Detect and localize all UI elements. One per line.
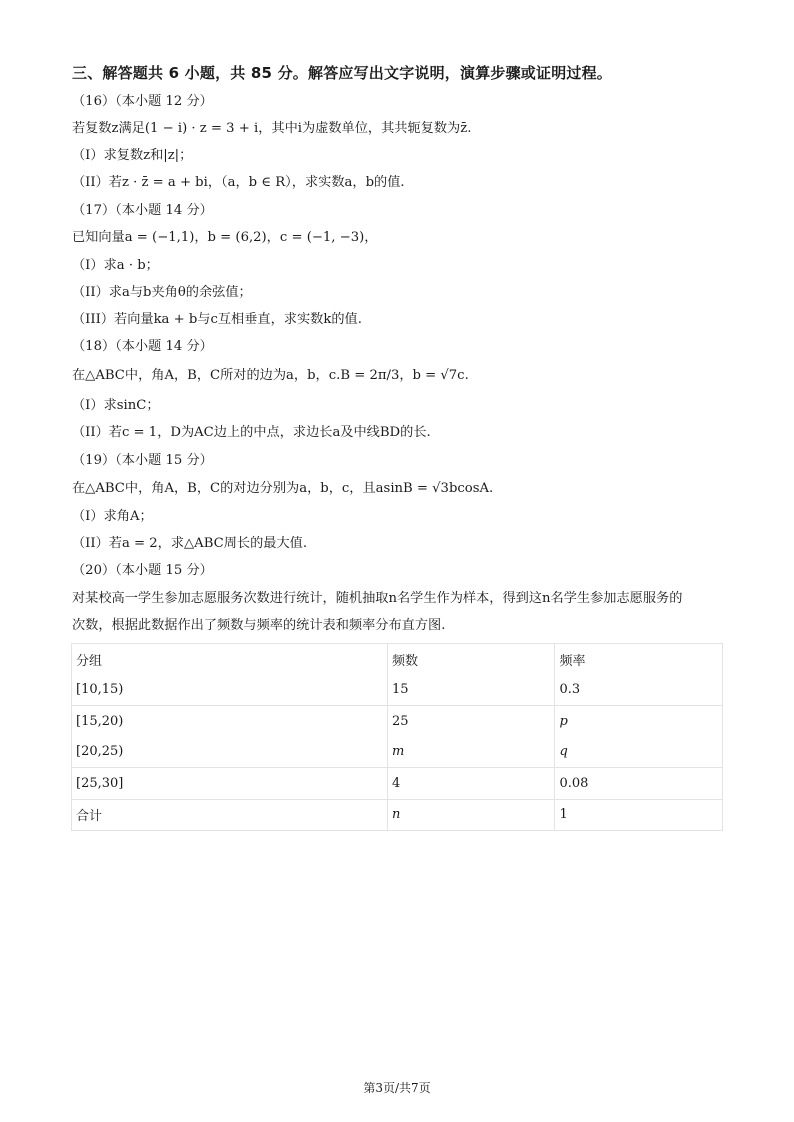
table-row xyxy=(72,737,723,768)
table-row xyxy=(72,768,723,800)
problem-17-part-2: （II）求a与b夹角θ的余弦值； xyxy=(72,285,252,300)
problem-16-title: （16）（本小题 12 分） xyxy=(72,94,213,109)
page-footer: 第3页/共7页 xyxy=(363,1081,431,1095)
frequency-table xyxy=(71,643,723,831)
table-cell: m xyxy=(388,737,555,768)
table-header-row xyxy=(72,644,723,675)
table-cell: q xyxy=(555,737,723,768)
problem-19-part-1: （I）求角A； xyxy=(72,509,153,524)
table-row xyxy=(72,675,723,706)
problem-16-part-1: （I）求复数z和|z|； xyxy=(72,148,193,163)
problem-18-text: 在△ABC中，角A，B，C所对的边为a，b，c.B = 2π/3，b = √7c. xyxy=(72,368,469,383)
table-cell: 15 xyxy=(388,675,555,706)
problem-16-text: 若复数z满足(1 − i) · z = 3 + i，其中i为虚数单位，其共轭复数为z̄. xyxy=(72,121,472,136)
table-row xyxy=(72,706,723,737)
table-cell: [10,15) xyxy=(72,675,388,706)
table-cell: n xyxy=(388,799,555,831)
problem-18-part-1: （I）求sinC； xyxy=(72,398,160,413)
table-cell: [15,20) xyxy=(72,706,388,737)
table-header-cell: 频率 xyxy=(555,644,723,675)
table-cell: p xyxy=(555,706,723,737)
table-cell: 0.08 xyxy=(555,768,723,800)
table-header-cell: 分组 xyxy=(72,644,388,675)
problem-19-title: （19）（本小题 15 分） xyxy=(72,453,213,468)
problem-18-title: （18）（本小题 14 分） xyxy=(72,339,213,354)
problem-18-part-2: （II）若c = 1，D为AC边上的中点，求边长a及中线BD的长. xyxy=(72,425,431,440)
problem-17-text: 已知向量a = (−1,1)，b = (6,2)，c = (−1, −3)， xyxy=(72,230,378,245)
table-cell: [25,30] xyxy=(72,768,388,800)
problem-20-title: （20）（本小题 15 分） xyxy=(72,563,213,578)
section-heading: 三、解答题共 6 小题，共 85 分。解答应写出文字说明，演算步骤或证明过程。 xyxy=(72,64,613,82)
table-row xyxy=(72,799,723,831)
problem-20-text-line-1: 对某校高一学生参加志愿服务次数进行统计，随机抽取n名学生作为样本，得到这n名学生参加志愿服务的 xyxy=(72,591,683,606)
table-cell: 4 xyxy=(388,768,555,800)
problem-20-text-line-2: 次数，根据此数据作出了频数与频率的统计表和频率分布直方图. xyxy=(72,618,446,633)
problem-19-part-2: （II）若a = 2，求△ABC周长的最大值. xyxy=(72,536,308,551)
problem-19-text: 在△ABC中，角A，B，C的对边分别为a，b，c，且asinB = √3bcosA. xyxy=(72,481,494,496)
problem-17-part-1: （I）求a · b； xyxy=(72,258,159,273)
problem-16-part-2: （II）若z · z̄ = a + bi，（a，b ∈ R），求实数a，b的值. xyxy=(72,175,405,190)
table-cell: 0.3 xyxy=(555,675,723,706)
table-cell: [20,25) xyxy=(72,737,388,768)
problem-17-title: （17）（本小题 14 分） xyxy=(72,203,213,218)
problem-17-part-3: （III）若向量ka + b与c互相垂直，求实数k的值. xyxy=(72,312,362,327)
table-cell: 合计 xyxy=(72,799,388,831)
table-cell: 25 xyxy=(388,706,555,737)
table-header-cell: 频数 xyxy=(388,644,555,675)
table-cell: 1 xyxy=(555,799,723,831)
